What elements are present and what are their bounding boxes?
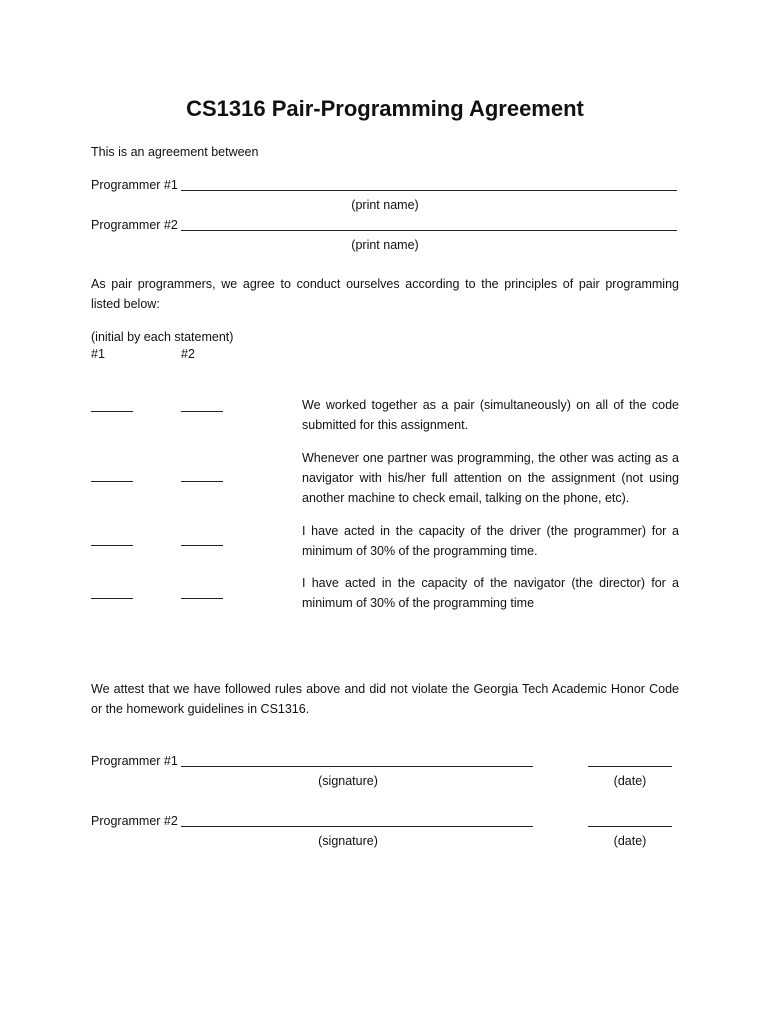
initial-field-p2-s1[interactable] <box>181 411 223 412</box>
intro-text: This is an agreement between <box>91 145 259 159</box>
programmer-1-name-label: Programmer #1 <box>91 178 178 192</box>
initial-field-p1-s1[interactable] <box>91 411 133 412</box>
initial-field-p1-s2[interactable] <box>91 481 133 482</box>
signature-caption-1: (signature) <box>318 774 378 788</box>
programmer-1-signature-field[interactable] <box>181 766 533 767</box>
programmer-1-date-field[interactable] <box>588 766 672 767</box>
initial-field-p2-s3[interactable] <box>181 545 223 546</box>
programmer-2-signature-label: Programmer #2 <box>91 814 178 828</box>
date-caption-1: (date) <box>613 774 647 788</box>
programmer-2-date-field[interactable] <box>588 826 672 827</box>
print-name-caption-2: (print name) <box>351 238 419 252</box>
print-name-caption-1: (print name) <box>351 198 419 212</box>
programmer-2-signature-field[interactable] <box>181 826 533 827</box>
programmer-2-name-label: Programmer #2 <box>91 218 178 232</box>
document-title: CS1316 Pair-Programming Agreement <box>186 96 584 121</box>
initial-field-p1-s4[interactable] <box>91 598 133 599</box>
statement-4: I have acted in the capacity of the navigator (the director) for a minimum of 30% of the programming time <box>302 576 679 610</box>
initial-header-2: #2 <box>181 347 195 361</box>
signature-caption-2: (signature) <box>318 834 378 848</box>
programmer-1-name-field[interactable] <box>181 190 677 191</box>
programmer-2-name-field[interactable] <box>181 230 677 231</box>
statement-3: I have acted in the capacity of the driver (the programmer) for a minimum of 30% of the programming time. <box>302 524 679 558</box>
programmer-1-signature-label: Programmer #1 <box>91 754 178 768</box>
initial-header-1: #1 <box>91 347 105 361</box>
date-caption-2: (date) <box>613 834 647 848</box>
initial-note: (initial by each statement) <box>91 330 234 344</box>
initial-field-p1-s3[interactable] <box>91 545 133 546</box>
statement-2: Whenever one partner was programming, the other was acting as a navigator with his/her full attention on the assignment (not using another machine to check email, talking on the phone, etc). <box>302 451 679 505</box>
initial-field-p2-s2[interactable] <box>181 481 223 482</box>
initial-field-p2-s4[interactable] <box>181 598 223 599</box>
attestation-text: We attest that we have followed rules above and did not violate the Georgia Tech Academic Honor Code or the homework guidelines in CS1316. <box>91 682 679 716</box>
principles-intro: As pair programmers, we agree to conduct ourselves according to the principles of pair programming listed below: <box>91 277 679 311</box>
statement-1: We worked together as a pair (simultaneously) on all of the code submitted for this assignment. <box>302 398 679 432</box>
